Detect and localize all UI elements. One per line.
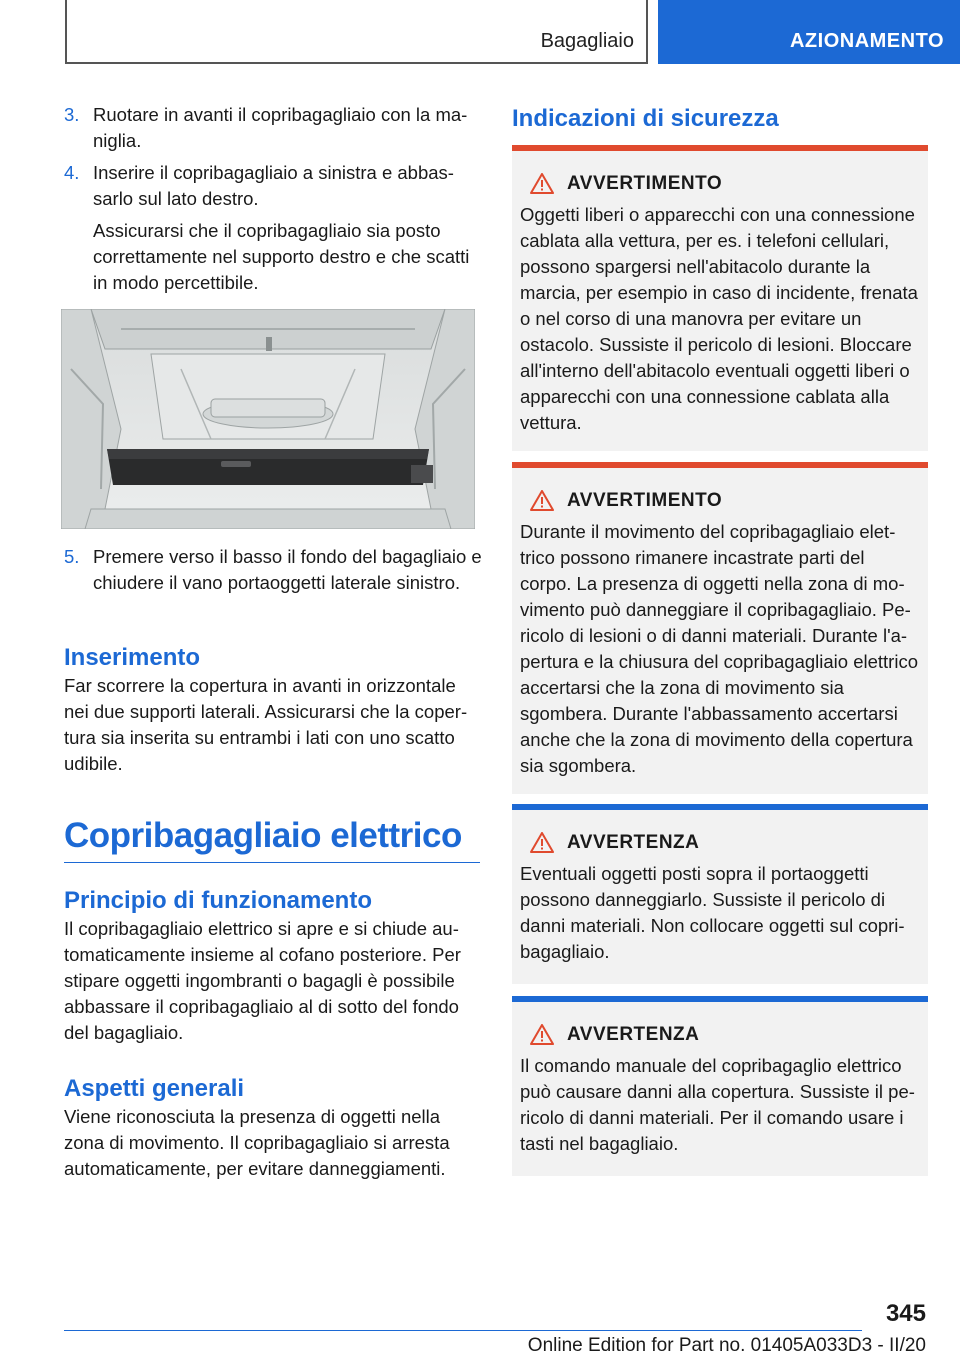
aspetti-heading: Aspetti generali — [64, 1075, 245, 1102]
step-text: Ruotare in avanti il copribagagliaio con la maniglia. — [93, 104, 468, 151]
inserimento-heading: Inserimento — [64, 644, 201, 671]
notice-text: Il comando manuale del copribagaglio elettrico può causare danni alla copertura. Sussiste il pericolo di danni materiali. Per il comando usare i tasti nel bagagliaio. — [520, 1055, 915, 1154]
step-text: Premere verso il basso il fondo del bagagliaio e chiudere il vano portaoggetti laterale sinistro. — [93, 546, 482, 593]
step-4 — [64, 160, 482, 212]
notice-label: AVVERTENZA — [520, 830, 920, 856]
safety-heading: Indicazioni di sicurezza — [512, 105, 779, 132]
header-chapter-tab — [658, 0, 960, 64]
step-3 — [64, 102, 482, 154]
warning-triangle-icon — [530, 832, 554, 853]
header-section-box — [65, 0, 648, 64]
step-number: 5. — [64, 546, 80, 567]
left-column-steps — [64, 102, 482, 302]
warning-box-1 — [512, 145, 928, 451]
notice-box-2 — [512, 996, 928, 1176]
aspetti-text: Viene riconosciuta la presenza di oggetti nella zona di movimento. Il copribagagliaio si arresta automaticamente, per evitare danneggiamenti. — [64, 1106, 450, 1179]
notice-box-1 — [512, 804, 928, 984]
section-principio — [64, 886, 482, 1046]
warning-triangle-icon — [530, 173, 554, 194]
header-chapter-title: AZIONAMENTO — [789, 30, 944, 52]
footer-edition: Online Edition for Part no. 01405A033D3 - II/20 — [527, 1335, 926, 1356]
warning-text: Oggetti liberi o apparecchi con una connessione cablata alla vettura, per es. i telefoni cellulari, possono spargersi nell'abitacolo durante la marcia, per esempio in caso di incidente, frenata o nel corso di una manovra per evitare un ostacolo. Sussiste il pericolo di lesioni. Bloccare all'interno dell'abitacolo eventuali oggetti liberi o apparecchi con una connessione cablata alla vettura. — [520, 204, 918, 433]
page-number: 345 — [885, 1300, 926, 1327]
warning-label: AVVERTIMENTO — [520, 171, 920, 197]
section-inserimento — [64, 643, 482, 777]
step-text: Inserire il copribagagliaio a sinistra e abbassarlo sul lato destro. — [93, 162, 454, 209]
warning-triangle-icon — [530, 1024, 554, 1045]
step-4-note: Assicurarsi che il copribagagliaio sia posto correttamente nel supporto destro e che scatti in modo percettibile. — [93, 220, 470, 293]
notice-label: AVVERTENZA — [520, 1022, 920, 1048]
main-section-title-wrap — [64, 814, 480, 863]
step-number: 3. — [64, 104, 80, 125]
trunk-cover-photo — [61, 309, 475, 529]
header-section-title: Bagagliaio — [540, 30, 634, 52]
warning-triangle-icon — [530, 490, 554, 511]
step-5 — [64, 544, 482, 596]
principio-heading: Principio di funzionamento — [64, 887, 372, 914]
warning-box-2 — [512, 462, 928, 794]
warning-label: AVVERTIMENTO — [520, 488, 920, 514]
inserimento-text: Far scorrere la copertura in avanti in orizzontale nei due supporti laterali. Assicurarsi che la copertura sia inserita su entrambi i lati con uno scatto udibile. — [64, 675, 468, 774]
principio-text: Il copribagagliaio elettrico si apre e si chiude automaticamente insieme al cofano posteriore. Per stipare oggetti ingombranti o bagagli è possibile abbassare il copribagagliaio al di sotto del fondo del bagagliaio. — [64, 918, 461, 1043]
notice-text: Eventuali oggetti posti sopra il portaoggetti possono danneggiarlo. Sussiste il pericolo di danni materiali. Non collocare oggetti sul copribagagliaio. — [520, 863, 905, 962]
footer-rule — [64, 1330, 862, 1331]
section-aspetti — [64, 1074, 482, 1182]
step-5-block — [64, 544, 482, 602]
step-number: 4. — [64, 162, 80, 183]
warning-text: Durante il movimento del copribagagliaio elettrico possono rimanere incastrate parti del corpo. La presenza di oggetti nella zona di movimento può danneggiare il copribagagliaio. Pericolo di lesioni o di danni materiali. Durante l'apertura e la chiusura del copribagagliaio elettrico accertarsi che la zona di movimento sia sgombera. Durante l'abbassamento accertarsi anche che la zona di movimento della copertura sia sgombera. — [520, 521, 918, 776]
main-section-title: Copribagagliaio elettrico — [64, 816, 462, 855]
